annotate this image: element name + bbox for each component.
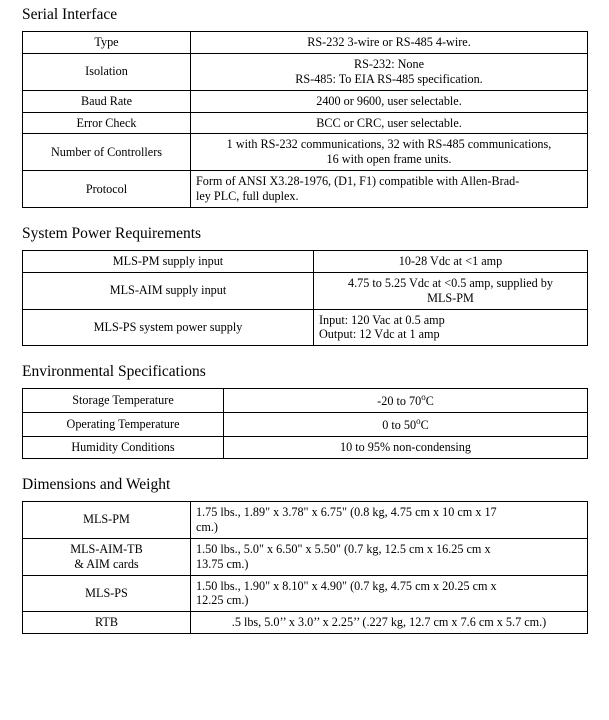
table-row (23, 90, 588, 112)
spec-value-cell: BCC or CRC, user selectable. (191, 112, 588, 134)
spec-value-cell: 10 to 95% non-condensing (224, 437, 588, 459)
heading-spacer (0, 24, 609, 31)
spec-value-text: -20 to 70 (377, 394, 422, 409)
spec-value-cell: 4.75 to 5.25 Vdc at <0.5 amp, supplied by MLS-PM (314, 272, 588, 309)
spec-value-cell: .5 lbs, 5.0’’ x 3.0’’ x 2.25’’ (.227 kg, 12.7 cm x 7.6 cm x 5.7 cm.) (191, 612, 588, 634)
table-row (23, 53, 588, 90)
spec-label-cell: Baud Rate (23, 90, 191, 112)
spec-value-cell (224, 389, 588, 413)
table-spacer (0, 634, 609, 651)
heading-spacer (0, 381, 609, 388)
section-heading: Serial Interface (22, 6, 118, 23)
table-row (23, 32, 588, 54)
spec-value-cell (224, 413, 588, 437)
spec-table (22, 501, 588, 634)
section-heading: Environmental Specifications (22, 363, 206, 381)
spec-label-cell: MLS-PS (23, 575, 191, 612)
spec-value-cell: Form of ANSI X3.28-1976, (D1, F1) compatible with Allen-Brad- ley PLC, full duplex. (191, 171, 588, 208)
spec-label-cell: MLS-AIM-TB & AIM cards (23, 538, 191, 575)
spec-label-cell: Number of Controllers (23, 134, 191, 171)
spec-label-cell: Humidity Conditions (23, 437, 224, 459)
table-spacer (0, 346, 609, 363)
table-row (23, 502, 588, 539)
spec-label-cell: MLS-PS system power supply (23, 309, 314, 346)
spec-label-cell: RTB (23, 612, 191, 634)
table-row (23, 389, 588, 413)
table-row (23, 612, 588, 634)
table-spacer (0, 208, 609, 225)
table-row (23, 437, 588, 459)
spec-value-cell: Input: 120 Vac at 0.5 amp Output: 12 Vdc at 1 amp (314, 309, 588, 346)
spec-label-cell: Error Check (23, 112, 191, 134)
degree-icon: o (421, 392, 426, 403)
spec-label-cell: Type (23, 32, 191, 54)
table-row (23, 413, 588, 437)
spec-value-cell: 1.50 lbs., 1.90" x 8.10" x 4.90" (0.7 kg, 4.75 cm x 20.25 cm x 12.25 cm.) (191, 575, 588, 612)
table-row (23, 171, 588, 208)
spec-value-unit: C (420, 418, 429, 433)
heading-spacer (0, 494, 609, 501)
spec-value-cell: RS-232: None RS-485: To EIA RS-485 specification. (191, 53, 588, 90)
section-heading: Dimensions and Weight (22, 476, 171, 493)
table-row (23, 538, 588, 575)
section-heading: System Power Requirements (22, 224, 202, 242)
spec-table (22, 250, 588, 346)
spec-label-cell: MLS-PM supply input (23, 250, 314, 272)
spec-value-text: 0 to 50 (382, 418, 417, 433)
spec-table (22, 31, 588, 208)
spec-label-cell: Storage Temperature (23, 389, 224, 413)
table-row (23, 272, 588, 309)
spec-value-cell: RS-232 3-wire or RS-485 4-wire. (191, 32, 588, 54)
spec-value-cell: 10-28 Vdc at <1 amp (314, 250, 588, 272)
table-row (23, 575, 588, 612)
heading-spacer (0, 243, 609, 250)
spec-value-unit: C (425, 394, 434, 409)
spec-label-cell: Operating Temperature (23, 413, 224, 437)
table-row (23, 134, 588, 171)
spec-value-cell: 1.50 lbs., 5.0" x 6.50" x 5.50" (0.7 kg, 12.5 cm x 16.25 cm x 13.75 cm.) (191, 538, 588, 575)
spec-label-cell: Protocol (23, 171, 191, 208)
degree-icon: o (416, 416, 421, 427)
table-spacer (0, 459, 609, 476)
spec-value-cell: 1.75 lbs., 1.89" x 3.78" x 6.75" (0.8 kg, 4.75 cm x 10 cm x 17 cm.) (191, 502, 588, 539)
spec-sections-container (0, 6, 609, 651)
spec-value-cell: 1 with RS-232 communications, 32 with RS-485 communications, 16 with open frame units. (191, 134, 588, 171)
spec-label-cell: MLS-PM (23, 502, 191, 539)
spec-label-cell: Isolation (23, 53, 191, 90)
spec-label-cell: MLS-AIM supply input (23, 272, 314, 309)
table-row (23, 250, 588, 272)
spec-value-cell: 2400 or 9600, user selectable. (191, 90, 588, 112)
table-row (23, 112, 588, 134)
table-row (23, 309, 588, 346)
spec-table (22, 388, 588, 459)
